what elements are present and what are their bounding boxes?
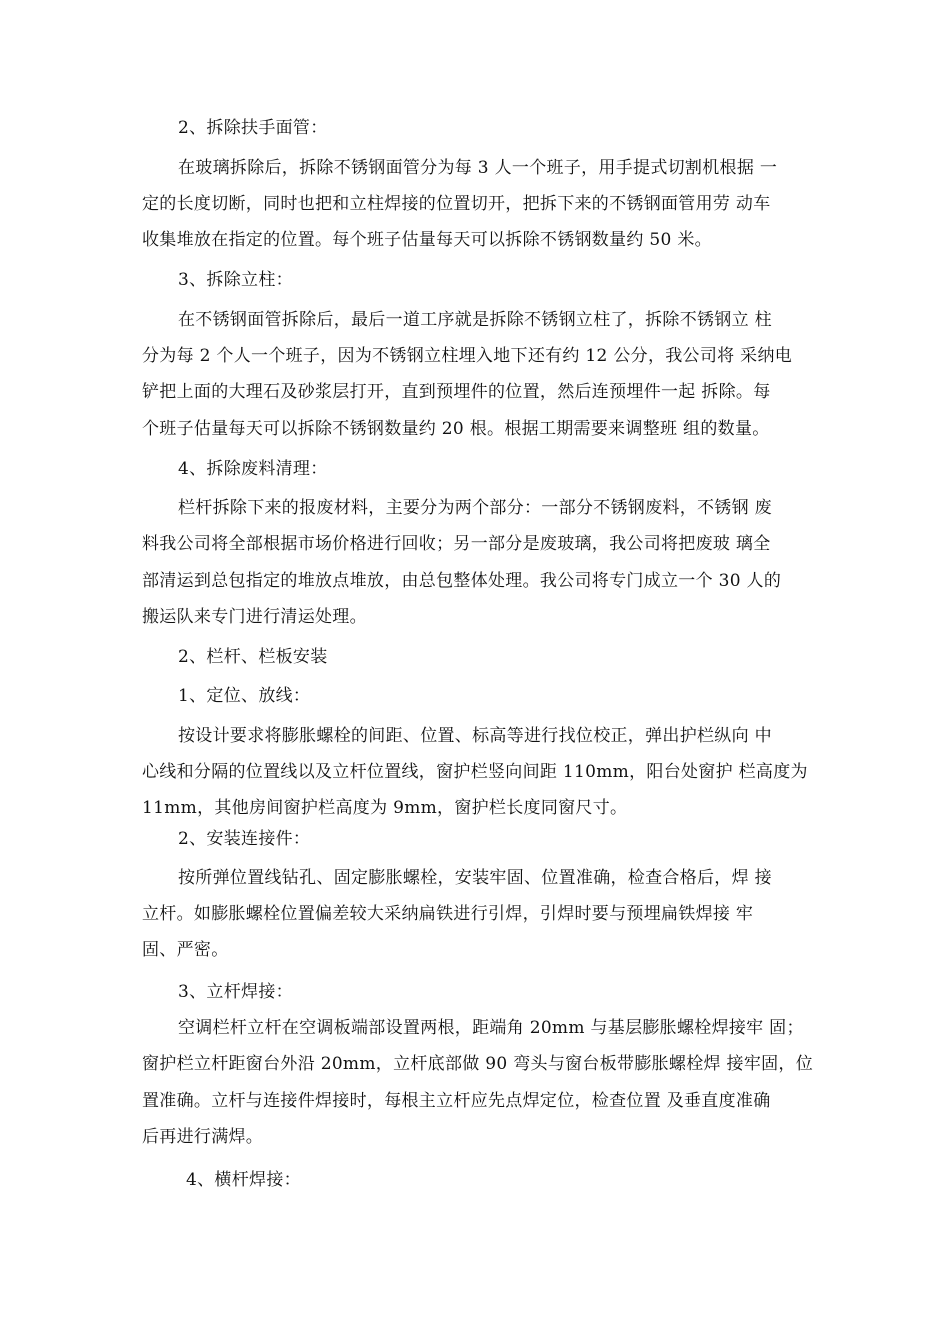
- paragraph-line: 搬运队来专门进行清运处理。: [142, 607, 367, 627]
- paragraph-line: 料我公司将全部根据市场价格进行回收；另一部分是废玻璃，我公司将把废玻 璃全: [142, 534, 771, 554]
- paragraph-line: 分为每 2 个人一个班子，因为不锈钢立柱埋入地下还有约 12 公分，我公司将 采纳电: [142, 346, 793, 366]
- section-heading-remove-posts: 3、拆除立柱：: [178, 270, 293, 290]
- section-heading-install-connectors: 2、安装连接件：: [178, 829, 311, 849]
- paragraph-line: 定的长度切断，同时也把和立柱焊接的位置切开，把拆下来的不锈钢面管用劳 动车: [142, 194, 771, 214]
- paragraph-line: 在玻璃拆除后，拆除不锈钢面管分为每 3 人一个班子，用手提式切割机根据 一: [178, 158, 778, 178]
- paragraph-line: 立杆。如膨胀螺栓位置偏差较大采纳扁铁进行引焊，引焊时要与预埋扁铁焊接 牢: [142, 904, 754, 924]
- paragraph-line: 个班子估量每天可以拆除不锈钢数量约 20 根。根据工期需要来调整班 组的数量。: [142, 419, 770, 439]
- paragraph-line: 栏杆拆除下来的报废材料，主要分为两个部分：一部分不锈钢废料，不锈钢 废: [178, 498, 772, 518]
- section-heading-waste-cleanup: 4、拆除废料清理：: [178, 459, 328, 479]
- paragraph-line: 按设计要求将膨胀螺栓的间距、位置、标高等进行找位校正，弹出护栏纵向 中: [178, 726, 772, 746]
- paragraph-line: 铲把上面的大理石及砂浆层打开，直到预埋件的位置，然后连预埋件一起 拆除。每: [142, 382, 771, 402]
- section-heading-railing-install: 2、栏杆、栏板安装: [178, 647, 328, 667]
- paragraph-line: 收集堆放在指定的位置。每个班子估量每天可以拆除不锈钢数量约 50 米。: [142, 230, 712, 250]
- section-heading-positioning: 1、定位、放线：: [178, 686, 311, 706]
- paragraph-line: 按所弹位置线钻孔、固定膨胀螺栓，安装牢固、位置准确，检查合格后，焊 接: [178, 868, 772, 888]
- paragraph-line: 11mm，其他房间窗护栏高度为 9mm，窗护栏长度同窗尺寸。: [142, 798, 628, 818]
- paragraph-line: 空调栏杆立杆在空调板端部设置两根，距端角 20mm 与基层膨胀螺栓焊接牢 固；: [178, 1018, 804, 1038]
- paragraph-line: 固、严密。: [142, 940, 229, 960]
- paragraph-line: 窗护栏立杆距窗台外沿 20mm，立杆底部做 90 弯头与窗台板带膨胀螺栓焊 接牢固，位: [142, 1054, 814, 1074]
- paragraph-line: 置准确。立杆与连接件焊接时，每根主立杆应先点焊定位，检查位置 及垂直度准确: [142, 1091, 771, 1111]
- paragraph-line: 心线和分隔的位置线以及立杆位置线，窗护栏竖向间距 110mm，阳台处窗护 栏高度为: [142, 762, 808, 782]
- paragraph-line: 部清运到总包指定的堆放点堆放，由总包整体处理。我公司将专门成立一个 30 人的: [142, 571, 782, 591]
- paragraph-line: 在不锈钢面管拆除后，最后一道工序就是拆除不锈钢立柱了，拆除不锈钢立 柱: [178, 310, 772, 330]
- section-heading-remove-handrail: 2、拆除扶手面管：: [178, 118, 328, 138]
- section-heading-post-welding: 3、立杆焊接：: [178, 982, 293, 1002]
- section-heading-crossbar-welding: 4、横杆焊接：: [186, 1170, 301, 1190]
- paragraph-line: 后再进行满焊。: [142, 1127, 264, 1147]
